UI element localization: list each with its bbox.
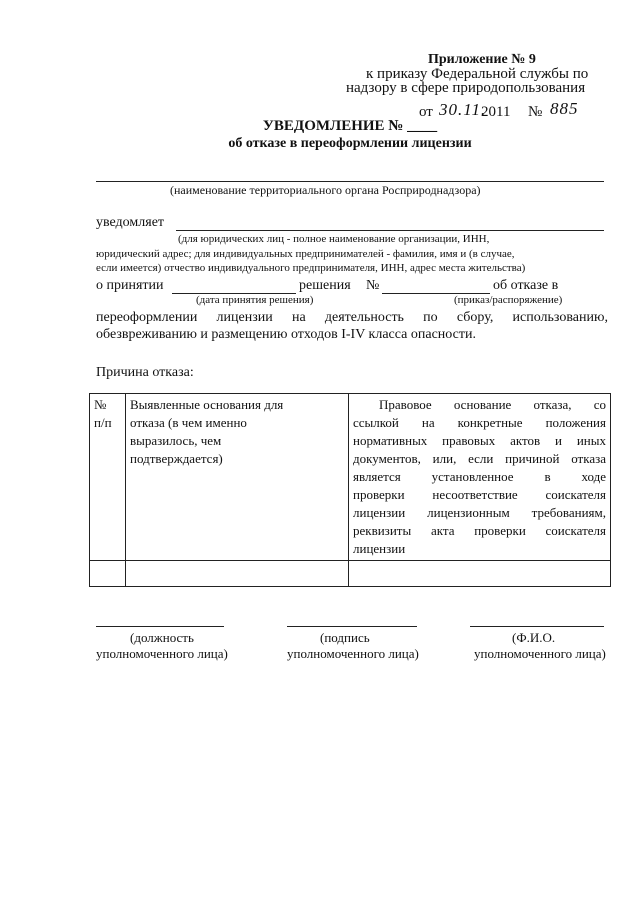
signature-caption-2: уполномоченного лица) — [287, 646, 419, 661]
notice-subtitle: об отказе в переоформлении лицензии — [228, 136, 472, 151]
number-label: № — [528, 104, 543, 120]
appendix-title: Приложение № 9 — [428, 52, 536, 67]
text-word: лицензии — [216, 310, 273, 325]
header-number-cell — [90, 394, 126, 561]
date-year: 2011 — [481, 104, 511, 120]
decision-text-line-2: обезвреживанию и размещению отходов I-IV класса опасности. — [96, 327, 476, 342]
signature-line — [287, 626, 417, 627]
appendix-order-line2: надзору в сфере природопользования — [346, 80, 586, 96]
organ-name-line — [96, 181, 604, 182]
decision-number-label: № — [366, 278, 380, 293]
notify-caption-3: если имеется) отчество индивидуального предпринимателя, ИНН, адрес места жительства) — [96, 262, 526, 274]
notify-caption-1: (для юридических лиц - полное наименование организации, ИНН, — [178, 233, 490, 245]
header-legal-line: реквизиты акта проверки соискателя — [353, 523, 606, 538]
notice-title: УВЕДОМЛЕНИЕ № ____ — [262, 118, 438, 134]
appendix-order-line1: к приказу Федеральной службы по — [366, 66, 589, 82]
header-legal-line: лицензии лицензионным требованиям, — [353, 505, 606, 520]
header-grounds-line: выразилось, чем — [130, 433, 222, 448]
header-number-line: п/п — [94, 415, 112, 430]
header-legal-line: ссылкой на конкретные положения — [353, 415, 606, 430]
notify-caption-2: юридический адрес; для индивидуальных предпринимателей - фамилия, имя и (в случае, — [96, 248, 515, 260]
header-grounds-line: отказа (в чем именно — [130, 415, 247, 430]
table-cell[interactable] — [126, 561, 349, 587]
signature-caption-1: (подпись — [320, 630, 370, 645]
header-legal-basis-cell — [349, 394, 611, 561]
date-prefix: от — [419, 104, 433, 120]
position-caption-1: (должность — [130, 630, 194, 645]
header-number-line: № — [94, 397, 107, 412]
header-legal-line: проверки несоответствие соискателя — [353, 487, 606, 502]
table-row — [90, 561, 611, 587]
header-legal-line: лицензии — [353, 541, 406, 556]
decision-suffix: об отказе в — [493, 278, 559, 293]
header-grounds-line: Выявленные основания для — [130, 397, 284, 412]
fio-caption-2: уполномоченного лица) — [474, 646, 606, 661]
text-word: деятельность — [324, 310, 404, 325]
text-word: переоформлении — [96, 310, 198, 325]
text-word: по — [423, 310, 438, 325]
decision-middle: решения — [299, 278, 351, 293]
text-word: на — [291, 310, 306, 325]
decision-prefix: о принятии — [96, 278, 164, 293]
header-legal-line: документов, или, если причиной отказа — [353, 451, 606, 466]
notify-label: уведомляет — [96, 215, 165, 230]
table-header-row — [90, 394, 611, 561]
position-signature-line — [96, 626, 224, 627]
notify-recipient-line — [176, 230, 604, 231]
decision-date-caption: (дата принятия решения) — [196, 294, 314, 306]
table-cell[interactable] — [349, 561, 611, 587]
fio-signature-line — [470, 626, 604, 627]
reasons-table — [89, 393, 611, 587]
text-word: сбору, — [456, 310, 494, 325]
position-caption-2: уполномоченного лица) — [96, 646, 228, 661]
number-handwritten: 885 — [550, 99, 579, 118]
header-legal-line: нормативных правовых актов и иных — [353, 433, 606, 448]
header-grounds-cell — [126, 394, 349, 561]
header-legal-line: Правовое основание отказа, со — [379, 397, 606, 412]
reason-label: Причина отказа: — [96, 365, 194, 380]
decision-text-line-1 — [96, 310, 608, 326]
decision-order-caption: (приказ/распоряжение) — [454, 294, 563, 306]
date-handwritten: 30.11. — [439, 100, 487, 119]
header-legal-line: является установленное в ходе — [353, 469, 606, 484]
text-word: использованию, — [512, 310, 608, 325]
table-cell[interactable] — [90, 561, 126, 587]
organ-caption: (наименование территориального органа Росприроднадзора) — [170, 183, 481, 197]
header-grounds-line: подтверждается) — [130, 451, 223, 466]
fio-caption-1: (Ф.И.О. — [512, 630, 556, 645]
